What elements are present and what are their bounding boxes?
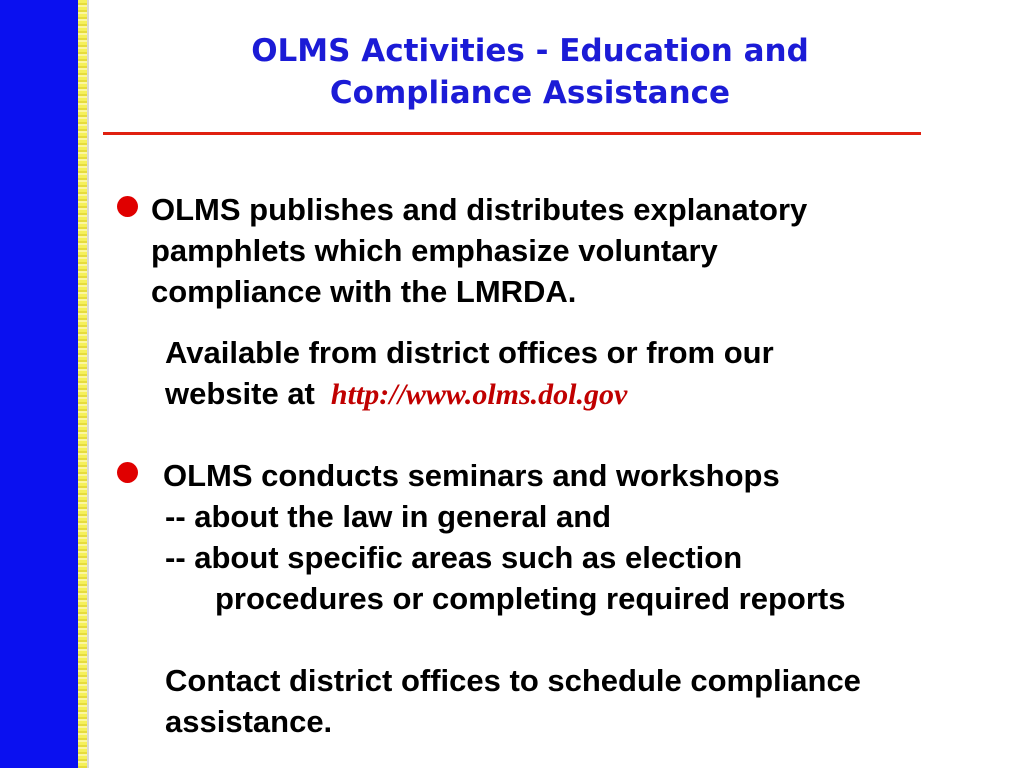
bullet-1-line: pamphlets which emphasize voluntary xyxy=(151,233,718,268)
bullet-1-line: compliance with the LMRDA. xyxy=(151,274,577,309)
title-line-2: Compliance Assistance xyxy=(329,75,731,111)
contact-line-1: Contact district offices to schedule compliance xyxy=(165,663,861,698)
availability-line-2 xyxy=(165,373,774,415)
contact-line-2: assistance. xyxy=(165,704,333,739)
bullet-2-subitems xyxy=(165,496,845,619)
bullet-2-subitem: -- about the law in general and xyxy=(165,499,612,534)
bullet-1-line: OLMS publishes and distributes explanatory xyxy=(151,192,808,227)
availability-text xyxy=(165,332,774,415)
website-label: website at xyxy=(165,376,315,411)
bullet-2-text xyxy=(163,455,780,496)
website-link[interactable]: http://www.olms.dol.gov xyxy=(330,378,628,411)
title-line-1: OLMS Activities - Education and xyxy=(251,33,809,69)
bullet-dot-icon xyxy=(117,196,138,217)
sidebar-blue-band xyxy=(0,0,78,768)
bullet-2-subitem-continuation: procedures or completing required reports xyxy=(215,581,846,616)
bullet-2-line: OLMS conducts seminars and workshops xyxy=(163,458,780,493)
title-divider xyxy=(103,132,921,135)
bullet-dot-icon xyxy=(117,462,138,483)
bullet-1-text xyxy=(151,189,807,312)
bullet-2-subitem: -- about specific areas such as election xyxy=(165,540,743,575)
contact-text xyxy=(165,660,861,742)
sidebar-yellow-stripe xyxy=(78,0,89,768)
slide-title xyxy=(120,30,940,114)
availability-line-1: Available from district offices or from our xyxy=(165,335,774,370)
